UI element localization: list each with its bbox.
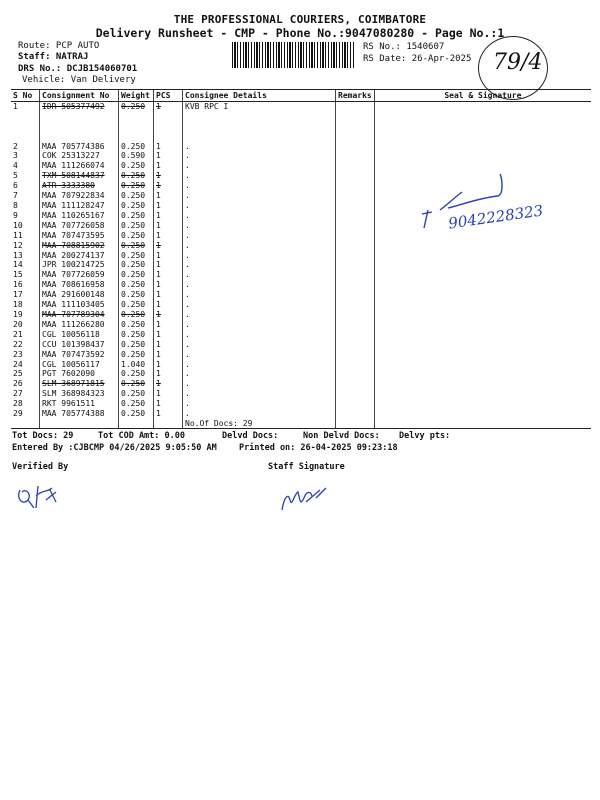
row-weight: 1.040 xyxy=(119,360,154,370)
vehicle-label: Vehicle: Van Delivery xyxy=(22,75,136,85)
row-weight: 0.250 xyxy=(119,280,154,290)
row-remarks xyxy=(336,142,375,152)
row-consignment-no: MAA 111266280 xyxy=(40,320,119,330)
row-seal xyxy=(374,379,591,389)
row-weight: 0.250 xyxy=(119,171,154,181)
runsheet-subtitle: Delivery Runsheet - CMP - Phone No.:9047080280 - Page No.:1 xyxy=(95,26,505,40)
row-consignee-details: . xyxy=(183,191,336,201)
col-seal: Seal & Signature xyxy=(374,90,591,102)
footer-divider xyxy=(11,428,591,429)
row-pcs: 1 xyxy=(154,270,183,280)
table-row xyxy=(11,132,591,142)
row-seal xyxy=(374,151,591,161)
no-of-docs: No.Of Docs: 29 xyxy=(183,419,336,429)
row-sno: 13 xyxy=(13,250,23,260)
row-remarks xyxy=(336,151,375,161)
row-remarks xyxy=(336,340,375,350)
table-row xyxy=(11,389,591,399)
row-weight xyxy=(119,112,154,122)
row-seal xyxy=(374,122,591,132)
row-pcs: 1 xyxy=(154,201,183,211)
row-consignment-no: MAA 708815902 xyxy=(40,241,119,251)
row-weight: 0.250 xyxy=(119,330,154,340)
row-consignment-no: MAA 111266074 xyxy=(40,161,119,171)
row-pcs: 1 xyxy=(154,161,183,171)
row-seal xyxy=(374,270,591,280)
row-consignee-details: . xyxy=(183,171,336,181)
row-pcs xyxy=(154,112,183,122)
row-pcs: 1 xyxy=(154,389,183,399)
row-consignment-no: MAA 111103405 xyxy=(40,300,119,310)
row-sno: 23 xyxy=(13,349,23,359)
row-seal xyxy=(374,360,591,370)
row-consignee-details: . xyxy=(183,201,336,211)
row-remarks xyxy=(336,231,375,241)
row-sno: 14 xyxy=(13,260,23,270)
row-sno: 26 xyxy=(13,379,23,389)
row-remarks xyxy=(336,350,375,360)
row-weight xyxy=(119,132,154,142)
row-seal xyxy=(374,330,591,340)
table-row xyxy=(11,122,591,132)
row-remarks xyxy=(336,399,375,409)
row-remarks xyxy=(336,369,375,379)
row-consignee-details: . xyxy=(183,310,336,320)
row-sno: 22 xyxy=(13,339,23,349)
row-consignee-details: . xyxy=(183,270,336,280)
row-consignee-details: . xyxy=(183,260,336,270)
row-sno: 6 xyxy=(13,181,18,191)
row-weight: 0.250 xyxy=(119,201,154,211)
row-consignment-no: MAA 200274137 xyxy=(40,251,119,261)
row-consignment-no: JPR 100214725 xyxy=(40,260,119,270)
row-weight: 0.250 xyxy=(119,350,154,360)
row-remarks xyxy=(336,260,375,270)
row-consignee-details: . xyxy=(183,389,336,399)
row-consignment-no: MAA 707789304 xyxy=(40,310,119,320)
row-remarks xyxy=(336,251,375,261)
row-remarks xyxy=(336,330,375,340)
row-consignee-details: . xyxy=(183,399,336,409)
table-row xyxy=(11,330,591,340)
row-pcs xyxy=(154,132,183,142)
row-weight: 0.250 xyxy=(119,191,154,201)
row-weight: 0.250 xyxy=(119,142,154,152)
row-remarks xyxy=(336,122,375,132)
row-remarks xyxy=(336,290,375,300)
row-consignee-details: . xyxy=(183,251,336,261)
col-sno: S No xyxy=(11,90,40,102)
row-pcs: 1 xyxy=(154,151,183,161)
row-sno: 5 xyxy=(13,171,18,181)
row-weight: 0.250 xyxy=(119,260,154,270)
table-header-row xyxy=(11,90,591,102)
row-remarks xyxy=(336,379,375,389)
table-row xyxy=(11,310,591,320)
row-consignee-details: . xyxy=(183,142,336,152)
row-consignee-details: . xyxy=(183,221,336,231)
row-seal xyxy=(374,340,591,350)
delvy-pts: Delvy pts: xyxy=(399,431,451,441)
row-pcs xyxy=(154,122,183,132)
row-pcs: 1 xyxy=(154,260,183,270)
row-remarks xyxy=(336,310,375,320)
table-row xyxy=(11,270,591,280)
row-consignment-no: CCU 101398437 xyxy=(40,340,119,350)
table-row xyxy=(11,340,591,350)
row-sno: 3 xyxy=(13,151,18,161)
row-sno: 9 xyxy=(13,210,18,220)
row-pcs: 1 xyxy=(154,330,183,340)
row-consignee-details: KVB RPC I xyxy=(183,102,336,112)
row-weight: 0.250 xyxy=(119,102,154,112)
row-consignment-no: COK 25313227 xyxy=(40,151,119,161)
row-pcs: 1 xyxy=(154,231,183,241)
row-pcs: 1 xyxy=(154,340,183,350)
row-consignee-details: . xyxy=(183,300,336,310)
row-remarks xyxy=(336,181,375,191)
row-weight: 0.250 xyxy=(119,251,154,261)
row-consignee-details: . xyxy=(183,360,336,370)
row-consignment-no: MAA 705774388 xyxy=(40,409,119,419)
row-remarks xyxy=(336,201,375,211)
row-pcs: 1 xyxy=(154,399,183,409)
row-consignment-no: MAA 705774386 xyxy=(40,142,119,152)
row-consignment-no: TXM 508144837 xyxy=(40,171,119,181)
runsheet-table xyxy=(11,89,591,429)
route-label: Route: PCP AUTO xyxy=(18,41,100,51)
row-weight xyxy=(119,122,154,132)
row-consignee-details: . xyxy=(183,369,336,379)
row-sno: 24 xyxy=(13,359,23,369)
row-weight: 0.250 xyxy=(119,409,154,419)
row-pcs: 1 xyxy=(154,300,183,310)
row-consignment-no: PGT 7602090 xyxy=(40,369,119,379)
row-remarks xyxy=(336,132,375,142)
row-consignment-no xyxy=(40,122,119,132)
row-pcs: 1 xyxy=(154,379,183,389)
entered-by: Entered By :CJBCMP 04/26/2025 9:05:50 AM xyxy=(12,443,217,453)
row-sno: 18 xyxy=(13,300,23,310)
row-consignee-details: . xyxy=(183,320,336,330)
table-row xyxy=(11,151,591,161)
row-consignee-details: . xyxy=(183,350,336,360)
row-consignment-no: IDR 505377492 xyxy=(40,102,119,112)
table-row xyxy=(11,409,591,419)
row-consignee-details: . xyxy=(183,231,336,241)
row-seal xyxy=(374,320,591,330)
row-pcs: 1 xyxy=(154,241,183,251)
row-remarks xyxy=(336,409,375,419)
row-remarks xyxy=(336,300,375,310)
verifier-signature xyxy=(12,478,72,518)
row-consignee-details: . xyxy=(183,290,336,300)
row-consignment-no: MAA 707922834 xyxy=(40,191,119,201)
row-weight: 0.250 xyxy=(119,389,154,399)
tot-cod-amt: Tot COD Amt: 0.00 xyxy=(98,431,185,441)
row-weight: 0.250 xyxy=(119,181,154,191)
table-row xyxy=(11,320,591,330)
row-sno: 12 xyxy=(13,240,23,250)
handwritten-phone: 9042228323 xyxy=(447,201,545,233)
row-sno: 28 xyxy=(13,399,23,409)
row-weight: 0.250 xyxy=(119,231,154,241)
row-remarks xyxy=(336,389,375,399)
row-consignee-details: . xyxy=(183,340,336,350)
row-weight: 0.250 xyxy=(119,340,154,350)
row-consignee-details: . xyxy=(183,280,336,290)
row-consignment-no: RKT 9961511 xyxy=(40,399,119,409)
printed-on: Printed on: 26-04-2025 09:23:18 xyxy=(239,443,398,453)
row-sno: 15 xyxy=(13,270,23,280)
row-consignment-no: CGL 10056118 xyxy=(40,330,119,340)
col-weight: Weight xyxy=(119,90,154,102)
row-weight: 0.250 xyxy=(119,290,154,300)
row-consignee-details: . xyxy=(183,161,336,171)
col-pcs: PCS xyxy=(154,90,183,102)
table-row xyxy=(11,300,591,310)
barcode xyxy=(232,42,355,68)
row-pcs: 1 xyxy=(154,290,183,300)
rs-date: RS Date: 26-Apr-2025 xyxy=(363,54,472,64)
row-consignment-no: ATR 3333380 xyxy=(40,181,119,191)
row-consignee-details: . xyxy=(183,379,336,389)
row-remarks xyxy=(336,112,375,122)
row-consignment-no: SLM 368971815 xyxy=(40,379,119,389)
row-seal xyxy=(374,260,591,270)
row-sno xyxy=(11,132,40,142)
row-consignment-no xyxy=(40,132,119,142)
row-remarks xyxy=(336,360,375,370)
row-consignment-no: MAA 707473595 xyxy=(40,231,119,241)
table-row xyxy=(11,290,591,300)
row-remarks xyxy=(336,221,375,231)
row-consignment-no: MAA 707726059 xyxy=(40,270,119,280)
company-title: THE PROFESSIONAL COURIERS, COIMBATORE xyxy=(173,13,427,26)
table-row xyxy=(11,142,591,152)
row-weight: 0.250 xyxy=(119,300,154,310)
row-pcs: 1 xyxy=(154,102,183,112)
row-sno: 1 xyxy=(13,102,18,111)
row-seal xyxy=(374,290,591,300)
table-row xyxy=(11,260,591,270)
row-sno: 2 xyxy=(13,141,18,151)
row-sno xyxy=(11,112,40,122)
row-seal xyxy=(374,112,591,122)
row-sno: 21 xyxy=(13,329,23,339)
row-consignment-no: SLM 368984323 xyxy=(40,389,119,399)
row-consignee-details xyxy=(183,122,336,132)
row-sno xyxy=(11,122,40,132)
row-remarks xyxy=(336,191,375,201)
table-row xyxy=(11,399,591,409)
row-weight: 0.250 xyxy=(119,399,154,409)
row-pcs: 1 xyxy=(154,409,183,419)
non-delvd-docs: Non Delvd Docs: xyxy=(303,431,380,441)
row-consignee-details: . xyxy=(183,330,336,340)
row-sno: 10 xyxy=(13,220,23,230)
table-row xyxy=(11,350,591,360)
row-sno: 19 xyxy=(13,309,23,319)
row-remarks xyxy=(336,211,375,221)
row-consignee-details: . xyxy=(183,409,336,419)
row-sno: 17 xyxy=(13,290,23,300)
row-remarks xyxy=(336,320,375,330)
row-weight: 0.590 xyxy=(119,151,154,161)
row-weight: 0.250 xyxy=(119,221,154,231)
row-consignee-details xyxy=(183,112,336,122)
row-consignee-details: . xyxy=(183,151,336,161)
row-weight: 0.250 xyxy=(119,211,154,221)
row-pcs: 1 xyxy=(154,360,183,370)
col-consignment: Consignment No xyxy=(40,90,119,102)
row-weight: 0.250 xyxy=(119,379,154,389)
col-consignee: Consignee Details xyxy=(183,90,336,102)
row-sno: 4 xyxy=(13,161,18,171)
row-pcs: 1 xyxy=(154,191,183,201)
row-consignee-details: . xyxy=(183,241,336,251)
row-pcs: 1 xyxy=(154,211,183,221)
row-seal xyxy=(374,399,591,409)
staff-label: Staff: NATRAJ xyxy=(18,52,89,62)
row-weight: 0.250 xyxy=(119,369,154,379)
row-consignee-details: . xyxy=(183,181,336,191)
row-sno: 20 xyxy=(13,319,23,329)
row-seal xyxy=(374,350,591,360)
row-pcs: 1 xyxy=(154,310,183,320)
row-sno: 27 xyxy=(13,389,23,399)
row-pcs: 1 xyxy=(154,280,183,290)
row-pcs: 1 xyxy=(154,369,183,379)
row-seal xyxy=(374,310,591,320)
row-sno: 7 xyxy=(13,191,18,201)
row-seal xyxy=(374,300,591,310)
row-consignment-no: MAA 707726058 xyxy=(40,221,119,231)
row-remarks xyxy=(336,241,375,251)
row-remarks xyxy=(336,280,375,290)
staff-signature xyxy=(276,480,336,520)
col-remarks: Remarks xyxy=(336,90,375,102)
row-consignment-no: CGL 10056117 xyxy=(40,360,119,370)
row-pcs: 1 xyxy=(154,171,183,181)
delvd-docs: Delvd Docs: xyxy=(222,431,279,441)
table-row xyxy=(11,102,591,112)
row-seal xyxy=(374,369,591,379)
row-remarks xyxy=(336,102,375,112)
table-row xyxy=(11,369,591,379)
table-row xyxy=(11,379,591,389)
row-weight: 0.250 xyxy=(119,270,154,280)
row-consignment-no: MAA 111128247 xyxy=(40,201,119,211)
row-pcs: 1 xyxy=(154,350,183,360)
handwritten-page-count: 79/4 xyxy=(493,50,543,75)
drs-number: DRS No.: DCJB154060701 xyxy=(18,64,138,74)
table-row xyxy=(11,112,591,122)
row-sno: 25 xyxy=(13,369,23,379)
row-weight: 0.250 xyxy=(119,241,154,251)
row-seal xyxy=(374,280,591,290)
row-weight: 0.250 xyxy=(119,161,154,171)
row-seal xyxy=(374,132,591,142)
table-row xyxy=(11,360,591,370)
row-sno: 16 xyxy=(13,280,23,290)
staff-signature-label: Staff Signature xyxy=(268,462,345,472)
row-weight: 0.250 xyxy=(119,310,154,320)
row-consignment-no: MAA 110265167 xyxy=(40,211,119,221)
row-pcs: 1 xyxy=(154,221,183,231)
row-consignment-no: MAA 708616958 xyxy=(40,280,119,290)
verified-by-label: Verified By xyxy=(12,462,69,472)
row-sno: 8 xyxy=(13,201,18,211)
row-weight: 0.250 xyxy=(119,320,154,330)
table-row xyxy=(11,280,591,290)
row-seal xyxy=(374,102,591,112)
row-pcs: 1 xyxy=(154,251,183,261)
row-consignee-details xyxy=(183,132,336,142)
row-remarks xyxy=(336,161,375,171)
row-seal xyxy=(374,142,591,152)
row-consignment-no xyxy=(40,112,119,122)
row-consignment-no: MAA 291600148 xyxy=(40,290,119,300)
row-sno: 29 xyxy=(13,409,23,419)
rs-number: RS No.: 1540607 xyxy=(363,42,445,52)
row-pcs: 1 xyxy=(154,142,183,152)
row-pcs: 1 xyxy=(154,320,183,330)
row-consignment-no: MAA 707473592 xyxy=(40,350,119,360)
row-pcs: 1 xyxy=(154,181,183,191)
row-consignee-details: . xyxy=(183,211,336,221)
row-remarks xyxy=(336,270,375,280)
row-seal xyxy=(374,389,591,399)
row-sno: 11 xyxy=(13,230,23,240)
row-remarks xyxy=(336,171,375,181)
tot-docs: Tot Docs: 29 xyxy=(12,431,74,441)
row-seal xyxy=(374,409,591,419)
